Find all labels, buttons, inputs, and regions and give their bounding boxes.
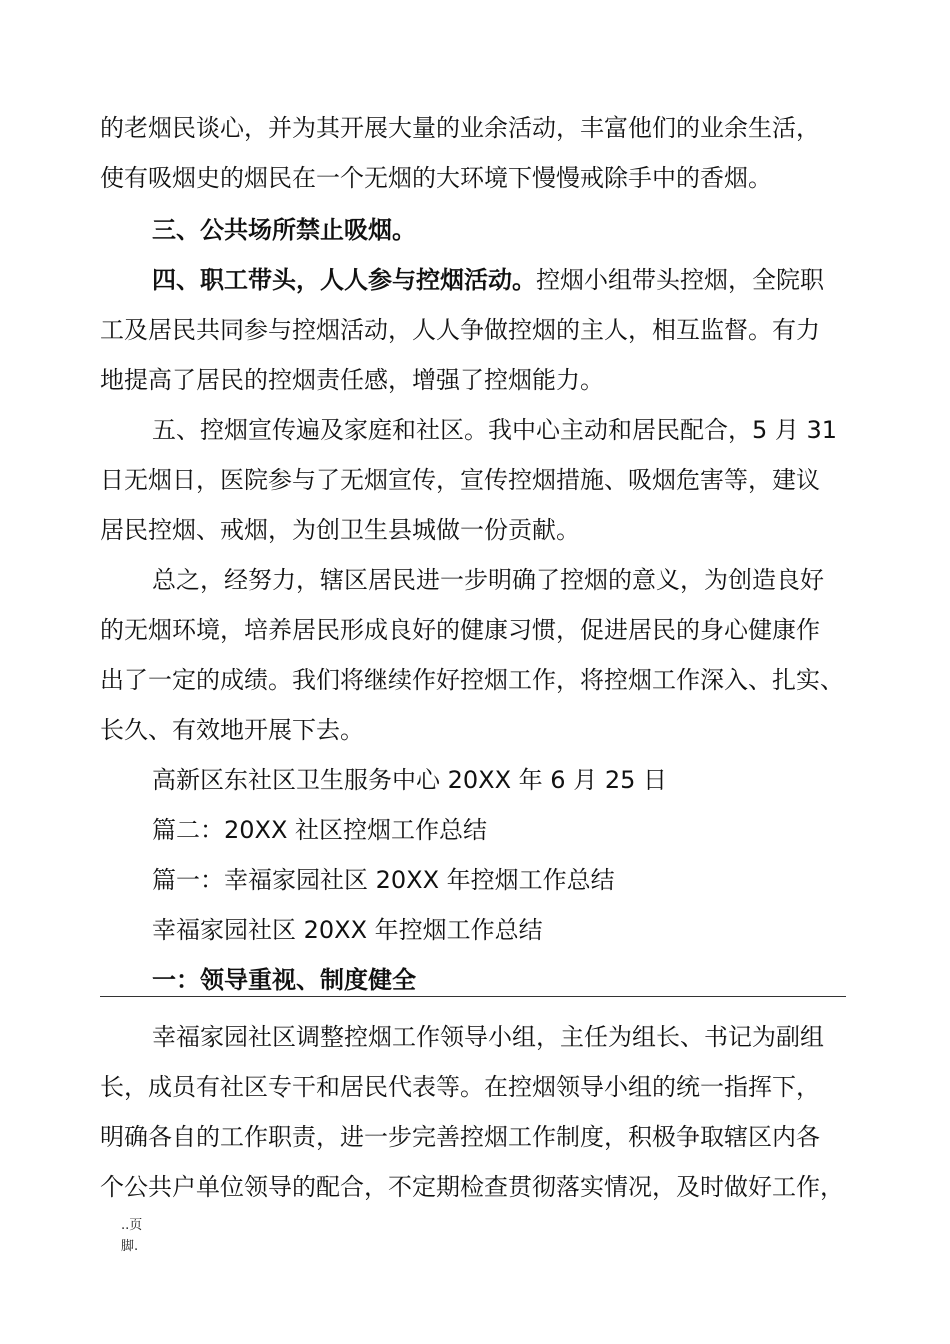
text-line <box>100 1172 844 1202</box>
bold-text: 三、公共场所禁止吸烟。 <box>152 216 416 244</box>
text-line <box>100 515 580 545</box>
body-text: 居民控烟、戒烟，为创卫生县城做一份贡献。 <box>100 516 580 544</box>
body-text: 五、控烟宣传遍及家庭和社区。我中心主动和居民配合，5 月 31 <box>152 416 838 444</box>
bold-text: 四、职工带头，人人参与控烟活动。 <box>152 266 536 294</box>
text-line <box>100 315 820 345</box>
text-line <box>100 163 772 193</box>
body-text: 地提高了居民的控烟责任感，增强了控烟能力。 <box>100 366 604 394</box>
bold-text: 一：领导重视、制度健全 <box>152 966 416 994</box>
text-line <box>152 865 615 895</box>
text-line <box>100 465 820 495</box>
text-line <box>100 113 820 143</box>
text-line <box>152 915 543 945</box>
page-footer <box>121 1218 142 1255</box>
text-line <box>100 615 820 645</box>
text-line <box>152 815 487 845</box>
body-text: 幸福家园社区 20XX 年控烟工作总结 <box>152 916 543 944</box>
text-line <box>100 365 604 395</box>
body-text: 总之，经努力，辖区居民进一步明确了控烟的意义，为创造良好 <box>152 566 824 594</box>
text-line <box>100 1122 820 1152</box>
body-text: 篇二：20XX 社区控烟工作总结 <box>152 816 488 844</box>
text-line <box>152 765 667 795</box>
body-text: 篇一：幸福家园社区 20XX 年控烟工作总结 <box>152 866 615 894</box>
body-text: 使有吸烟史的烟民在一个无烟的大环境下慢慢戒除手中的香烟。 <box>100 164 772 192</box>
body-text: 幸福家园社区调整控烟工作领导小组，主任为组长、书记为副组 <box>152 1023 824 1051</box>
footer-line-2: 脚. <box>121 1239 139 1254</box>
body-text: 明确各自的工作职责，进一步完善控烟工作制度，积极争取辖区内各 <box>100 1123 820 1151</box>
text-line <box>100 715 364 745</box>
body-text: 日无烟日，医院参与了无烟宣传，宣传控烟措施、吸烟危害等，建议 <box>100 466 820 494</box>
body-text: 个公共户单位领导的配合，不定期检查贯彻落实情况，及时做好工作， <box>100 1173 844 1201</box>
body-text: 长久、有效地开展下去。 <box>100 716 364 744</box>
body-text: 的无烟环境，培养居民形成良好的健康习惯，促进居民的身心健康作 <box>100 616 820 644</box>
body-text: 工及居民共同参与控烟活动，人人争做控烟的主人，相互监督。有力 <box>100 316 820 344</box>
body-text: 的老烟民谈心，并为其开展大量的业余活动，丰富他们的业余生活， <box>100 114 820 142</box>
text-line <box>152 1022 824 1052</box>
text-line <box>100 665 844 695</box>
text-line <box>152 565 824 595</box>
body-text: 控烟小组带头控烟，全院职 <box>536 266 824 294</box>
section-divider <box>100 996 846 997</box>
body-text: 高新区东社区卫生服务中心 20XX 年 6 月 25 日 <box>152 766 668 794</box>
body-text: 长，成员有社区专干和居民代表等。在控烟领导小组的统一指挥下， <box>100 1073 820 1101</box>
text-line <box>152 265 824 295</box>
text-line <box>100 1072 820 1102</box>
text-line <box>152 215 416 245</box>
body-text: 出了一定的成绩。我们将继续作好控烟工作，将控烟工作深入、扎实、 <box>100 666 844 694</box>
footer-line-1: ..页 <box>121 1218 143 1233</box>
text-line <box>152 415 837 445</box>
text-line <box>152 965 416 995</box>
